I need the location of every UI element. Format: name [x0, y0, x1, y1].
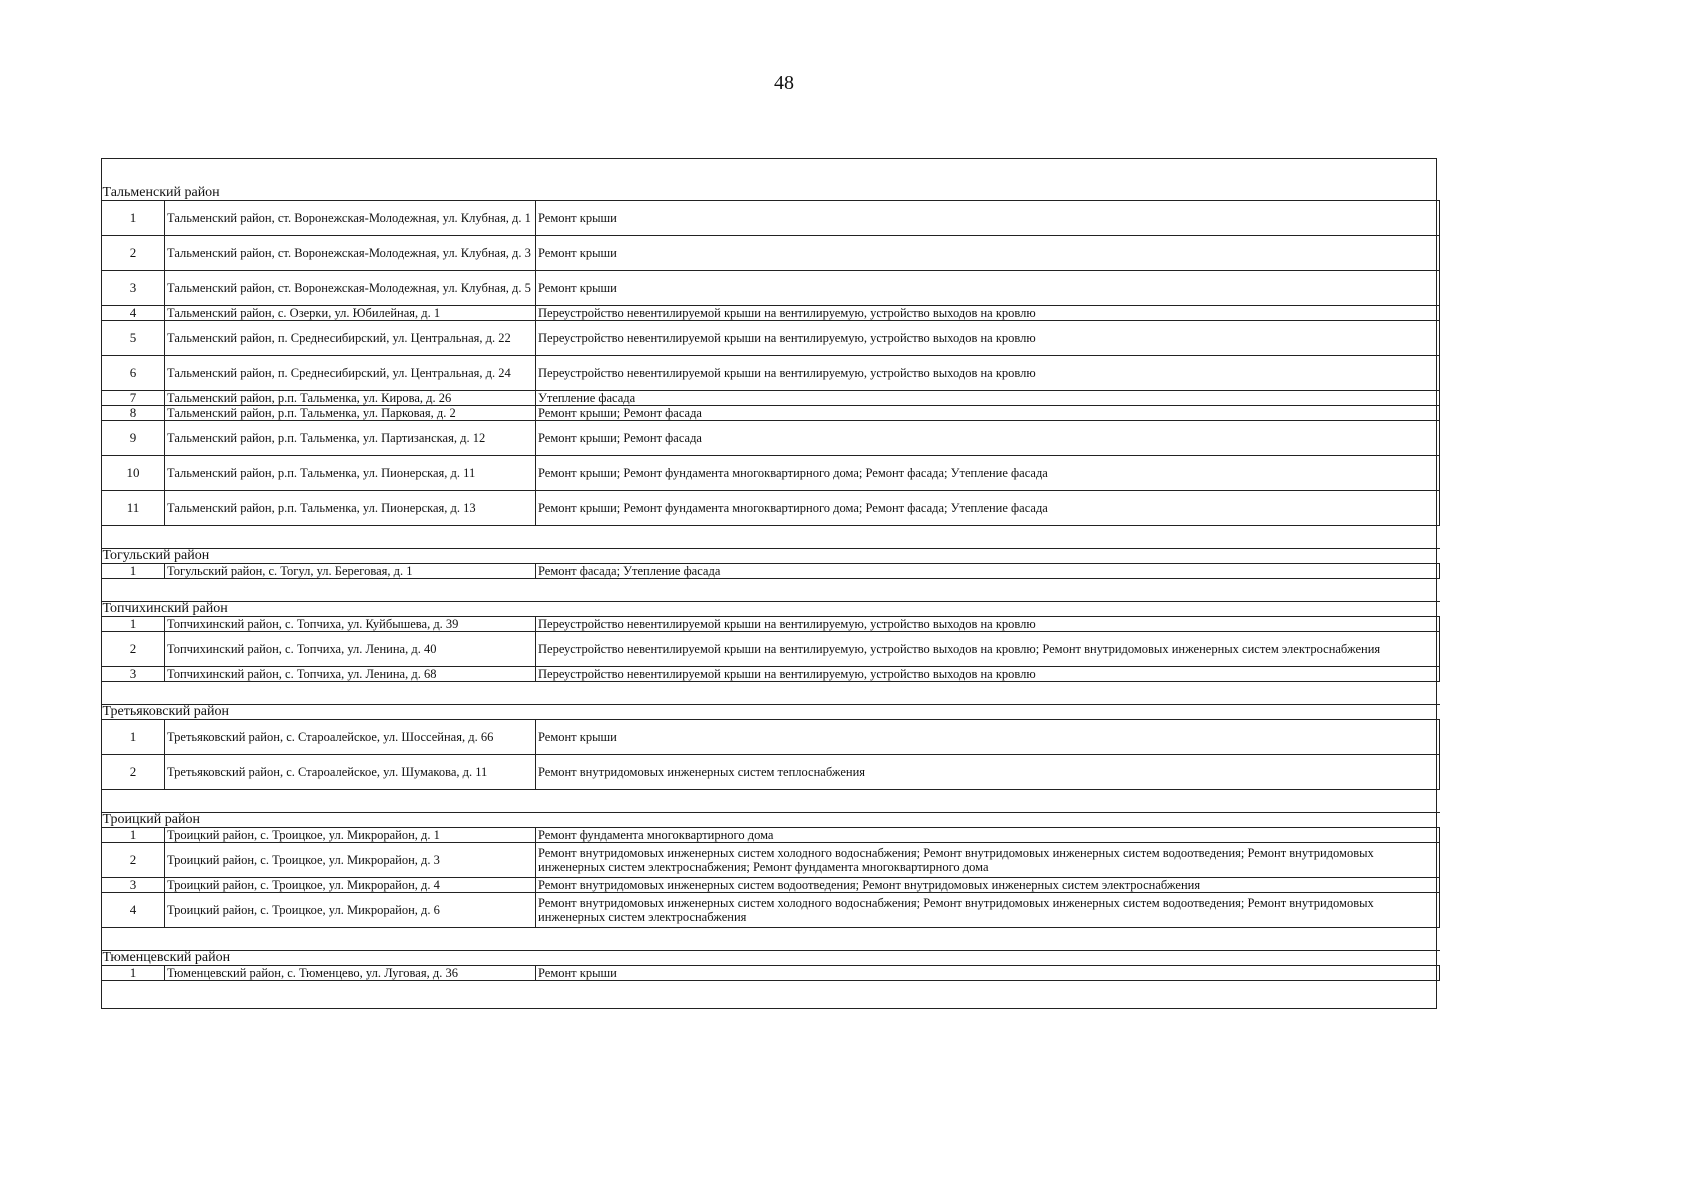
row-address: Троицкий район, с. Троицкое, ул. Микрорайон, д. 6 [165, 893, 536, 928]
row-work-type: Переустройство невентилируемой крыши на вентилируемую, устройство выходов на кровлю [536, 306, 1440, 321]
row-address: Тальменский район, ст. Воронежская-Молодежная, ул. Клубная, д. 3 [165, 236, 536, 271]
row-work-type: Ремонт фундамента многоквартирного дома [536, 828, 1440, 843]
table-row [102, 271, 1440, 306]
row-number: 1 [102, 966, 165, 981]
district-header [102, 951, 1440, 966]
district-name: Третьяковский район [102, 704, 229, 719]
table-row [102, 878, 1440, 893]
row-address: Третьяковский район, с. Староалейское, ул. Шоссейная, д. 66 [165, 720, 536, 755]
row-work-type: Ремонт фасада; Утепление фасада [536, 564, 1440, 579]
row-number: 4 [102, 893, 165, 928]
row-number: 5 [102, 321, 165, 356]
district-name: Троицкий район [102, 812, 200, 827]
table-row [102, 356, 1440, 391]
row-number: 3 [102, 271, 165, 306]
row-work-type: Ремонт крыши [536, 236, 1440, 271]
table-row [102, 306, 1440, 321]
section-spacer [102, 682, 1440, 705]
section-spacer [102, 579, 1440, 602]
table-row [102, 755, 1440, 790]
table-row [102, 564, 1440, 579]
row-number: 4 [102, 306, 165, 321]
row-work-type: Переустройство невентилируемой крыши на вентилируемую, устройство выходов на кровлю [536, 617, 1440, 632]
table-row [102, 632, 1440, 667]
row-work-type: Ремонт крыши; Ремонт фасада [536, 406, 1440, 421]
row-number: 3 [102, 667, 165, 682]
row-address: Тогульский район, с. Тогул, ул. Береговая, д. 1 [165, 564, 536, 579]
row-number: 1 [102, 564, 165, 579]
table-row [102, 667, 1440, 682]
row-address: Тальменский район, ст. Воронежская-Молодежная, ул. Клубная, д. 5 [165, 271, 536, 306]
table-row [102, 491, 1440, 526]
table-row [102, 893, 1440, 928]
row-work-type: Ремонт крыши [536, 720, 1440, 755]
district-name: Тальменский район [102, 186, 220, 200]
page-number: 48 [774, 72, 794, 94]
row-work-type: Ремонт внутридомовых инженерных систем водоотведения; Ремонт внутридомовых инженерных систем электроснабжения [536, 878, 1440, 893]
row-work-type: Ремонт внутридомовых инженерных систем теплоснабжения [536, 755, 1440, 790]
table-row [102, 843, 1440, 878]
row-number: 2 [102, 632, 165, 667]
row-number: 1 [102, 720, 165, 755]
table-row [102, 421, 1440, 456]
row-work-type: Ремонт крыши; Ремонт фасада [536, 421, 1440, 456]
district-name: Топчихинский район [102, 601, 228, 616]
table-row [102, 391, 1440, 406]
row-work-type: Переустройство невентилируемой крыши на вентилируемую, устройство выходов на кровлю [536, 356, 1440, 391]
row-number: 11 [102, 491, 165, 526]
row-work-type: Ремонт крыши [536, 271, 1440, 306]
table-row [102, 201, 1440, 236]
district-name: Тюменцевский район [102, 950, 231, 965]
table-row [102, 617, 1440, 632]
district-header [102, 549, 1440, 564]
row-address: Тальменский район, р.п. Тальменка, ул. Пионерская, д. 13 [165, 491, 536, 526]
row-number: 7 [102, 391, 165, 406]
district-header [102, 813, 1440, 828]
row-work-type: Утепление фасада [536, 391, 1440, 406]
works-table [101, 186, 1439, 981]
section-spacer [102, 526, 1440, 549]
row-number: 1 [102, 617, 165, 632]
table-row [102, 966, 1440, 981]
table-row [102, 720, 1440, 755]
table-row [102, 236, 1440, 271]
row-address: Тальменский район, ст. Воронежская-Молодежная, ул. Клубная, д. 1 [165, 201, 536, 236]
row-work-type: Ремонт крыши; Ремонт фундамента многоквартирного дома; Ремонт фасада; Утепление фасада [536, 491, 1440, 526]
row-number: 2 [102, 755, 165, 790]
row-number: 2 [102, 843, 165, 878]
row-address: Троицкий район, с. Троицкое, ул. Микрорайон, д. 3 [165, 843, 536, 878]
row-address: Тюменцевский район, с. Тюменцево, ул. Луговая, д. 36 [165, 966, 536, 981]
row-number: 1 [102, 828, 165, 843]
row-address: Тальменский район, р.п. Тальменка, ул. Кирова, д. 26 [165, 391, 536, 406]
row-address: Топчихинский район, с. Топчиха, ул. Куйбышева, д. 39 [165, 617, 536, 632]
row-work-type: Ремонт внутридомовых инженерных систем холодного водоснабжения; Ремонт внутридомовых инженерных систем водоотведения; Ремонт внутридомовых инженерных систем электроснабжения [536, 893, 1440, 928]
row-number: 10 [102, 456, 165, 491]
row-number: 2 [102, 236, 165, 271]
row-address: Тальменский район, с. Озерки, ул. Юбилейная, д. 1 [165, 306, 536, 321]
district-header [102, 186, 1440, 201]
row-number: 3 [102, 878, 165, 893]
row-address: Троицкий район, с. Троицкое, ул. Микрорайон, д. 4 [165, 878, 536, 893]
section-spacer [102, 790, 1440, 813]
row-number: 8 [102, 406, 165, 421]
row-work-type: Ремонт крыши [536, 966, 1440, 981]
table-row [102, 406, 1440, 421]
district-header [102, 602, 1440, 617]
section-spacer [102, 928, 1440, 951]
row-address: Тальменский район, р.п. Тальменка, ул. Парковая, д. 2 [165, 406, 536, 421]
table-body [102, 186, 1440, 981]
row-work-type: Ремонт крыши; Ремонт фундамента многоквартирного дома; Ремонт фасада; Утепление фасада [536, 456, 1440, 491]
row-address: Троицкий район, с. Троицкое, ул. Микрорайон, д. 1 [165, 828, 536, 843]
table-row [102, 321, 1440, 356]
row-work-type: Переустройство невентилируемой крыши на вентилируемую, устройство выходов на кровлю [536, 321, 1440, 356]
table-row [102, 456, 1440, 491]
district-name: Тогульский район [102, 548, 210, 563]
row-number: 9 [102, 421, 165, 456]
row-number: 1 [102, 201, 165, 236]
row-work-type: Переустройство невентилируемой крыши на вентилируемую, устройство выходов на кровлю [536, 667, 1440, 682]
row-address: Тальменский район, п. Среднесибирский, ул. Центральная, д. 24 [165, 356, 536, 391]
row-work-type: Ремонт внутридомовых инженерных систем холодного водоснабжения; Ремонт внутридомовых инженерных систем водоотведения; Ремонт внутридомовых инженерных систем электроснабжения; Ремонт фундамента многоквартирного дома [536, 843, 1440, 878]
row-address: Топчихинский район, с. Топчиха, ул. Ленина, д. 40 [165, 632, 536, 667]
row-address: Тальменский район, р.п. Тальменка, ул. Пионерская, д. 11 [165, 456, 536, 491]
row-address: Тальменский район, р.п. Тальменка, ул. Партизанская, д. 12 [165, 421, 536, 456]
row-number: 6 [102, 356, 165, 391]
row-address: Топчихинский район, с. Топчиха, ул. Ленина, д. 68 [165, 667, 536, 682]
table-row [102, 828, 1440, 843]
row-address: Третьяковский район, с. Староалейское, ул. Шумакова, д. 11 [165, 755, 536, 790]
row-address: Тальменский район, п. Среднесибирский, ул. Центральная, д. 22 [165, 321, 536, 356]
row-work-type: Ремонт крыши [536, 201, 1440, 236]
district-header [102, 705, 1440, 720]
row-work-type: Переустройство невентилируемой крыши на вентилируемую, устройство выходов на кровлю; Ремонт внутридомовых инженерных систем электроснабжения [536, 632, 1440, 667]
